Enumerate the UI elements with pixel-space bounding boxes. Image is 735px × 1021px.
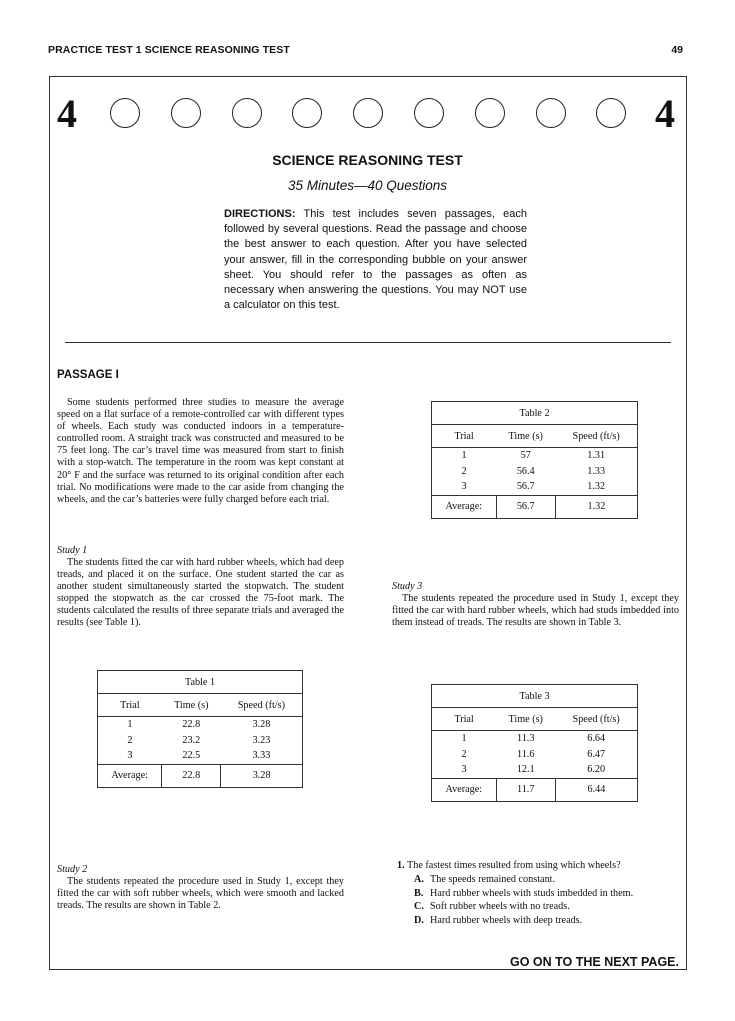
question-1-stem: 1. The fastest times resulted from using which wheels? xyxy=(397,860,621,871)
bubble-8 xyxy=(536,98,566,128)
table-3 xyxy=(431,684,638,802)
study1-text: The students fitted the car with hard rubber wheels, which had deep treads, and placed it on the surface. One student started the car as another student simultaneously started the stopwatch. The student stopped the stopwatch as the car crossed the 75-foot mark. The students calculated the results of three separate trials and averaged the results (see Table 1). xyxy=(57,557,344,629)
table-2-speeds: 1.31 1.33 1.32 xyxy=(555,448,637,496)
study2-text: The students repeated the procedure used in Study 1, except they fitted the car with soft rubber wheels, which were smooth and lacked treads. The results are shown in Table 2. xyxy=(57,876,344,912)
table-3-average-time: 11.7 xyxy=(496,778,555,801)
table-2-average-speed: 1.32 xyxy=(555,495,637,518)
bubble-6 xyxy=(414,98,444,128)
question-1-option-d[interactable]: D. Hard rubber wheels with deep treads. xyxy=(414,915,583,927)
question-1-option-c[interactable]: C. Soft rubber wheels with no treads. xyxy=(414,901,570,913)
page-number: 49 xyxy=(671,44,683,56)
test-title: SCIENCE REASONING TEST xyxy=(272,152,463,168)
directions-label: DIRECTIONS: xyxy=(224,208,296,220)
table-1-header-trial: Trial xyxy=(98,694,162,717)
bubble-9 xyxy=(596,98,626,128)
table-2-header-time: Time (s) xyxy=(496,425,555,448)
study3-heading: Study 3 xyxy=(392,581,423,592)
bubble-2 xyxy=(171,98,201,128)
section-number-right: 4 xyxy=(655,91,675,136)
table-2-header-speed: Speed (ft/s) xyxy=(555,425,637,448)
table-1-caption: Table 1 xyxy=(98,671,303,694)
table-2-header-trial: Trial xyxy=(432,425,497,448)
question-1-option-a[interactable]: A. The speeds remained constant. xyxy=(414,873,556,885)
table-3-header-time: Time (s) xyxy=(496,708,555,731)
table-3-average-speed: 6.44 xyxy=(555,778,637,801)
table-1-average-speed: 3.28 xyxy=(221,764,303,787)
bubble-7 xyxy=(475,98,505,128)
directions xyxy=(224,207,527,313)
directions-text: This test includes seven passages, each followed by several questions. Read the passage and choose the best answer to each question. After you have selected your answer, fill in the corresponding bubble on your answer sheet. You should refer to the passages as often as necessary when answering the questions. You may NOT use a calculator on this test. xyxy=(224,208,527,312)
table-1-times: 22.8 23.2 22.5 xyxy=(162,717,221,765)
study1-heading: Study 1 xyxy=(57,545,88,556)
table-1-speeds: 3.28 3.23 3.33 xyxy=(221,717,303,765)
table-3-header-trial: Trial xyxy=(432,708,497,731)
section-number-left: 4 xyxy=(57,91,77,136)
passage-title: PASSAGE I xyxy=(57,369,119,381)
question-1-option-b[interactable]: B. Hard rubber wheels with studs imbedded in them. xyxy=(414,887,634,899)
bubble-5 xyxy=(353,98,383,128)
table-2-average-label: Average: xyxy=(432,495,497,518)
table-2-trials: 1 2 3 xyxy=(432,448,497,496)
continue-footer: GO ON TO THE NEXT PAGE. xyxy=(509,955,679,969)
table-1-average-label: Average: xyxy=(98,764,162,787)
question-1-number: 1. xyxy=(397,860,405,871)
table-2-caption: Table 2 xyxy=(432,402,638,425)
table-3-trials: 1 2 3 xyxy=(432,731,497,779)
table-2 xyxy=(431,401,638,519)
bubble-1 xyxy=(110,98,140,128)
divider xyxy=(65,342,671,343)
test-subtitle: 35 Minutes—40 Questions xyxy=(287,178,448,193)
table-3-average-label: Average: xyxy=(432,778,497,801)
study3-text: The students repeated the procedure used in Study 1, except they fitted the car with hard rubber wheels, which had studs imbedded into them instead of treads. The results are shown in Table 3. xyxy=(392,593,679,629)
table-3-times: 11.3 11.6 12.1 xyxy=(496,731,555,779)
bubble-4 xyxy=(292,98,322,128)
table-1-average-time: 22.8 xyxy=(162,764,221,787)
table-1-trials: 1 2 3 xyxy=(98,717,162,765)
table-1-header-time: Time (s) xyxy=(162,694,221,717)
table-1-header-speed: Speed (ft/s) xyxy=(221,694,303,717)
study2-heading: Study 2 xyxy=(57,864,88,875)
table-3-speeds: 6.64 6.47 6.20 xyxy=(555,731,637,779)
running-header: PRACTICE TEST 1 SCIENCE REASONING TEST xyxy=(48,44,290,56)
table-2-times: 57 56.4 56.7 xyxy=(496,448,555,496)
table-1 xyxy=(97,670,303,788)
table-2-average-time: 56.7 xyxy=(496,495,555,518)
passage-intro: Some students performed three studies to measure the average speed on a flat surface of a remote-controlled car with different types of wheels. Each study was conducted indoors in a temperature-controlled room. A straight track was constructed and measured to be 75 feet long. The car’s travel time was measured from start to finish with a stop-watch. The temperature in the room was kept constant at 20° F and the surface was returned to its original condition after each trial. No modifications were made to the car aside from changing the wheels, and the car’s batteries were fully charged before each trial. xyxy=(57,397,344,505)
question-1 xyxy=(397,859,682,928)
table-3-header-speed: Speed (ft/s) xyxy=(555,708,637,731)
bubble-3 xyxy=(232,98,262,128)
table-3-caption: Table 3 xyxy=(432,685,638,708)
